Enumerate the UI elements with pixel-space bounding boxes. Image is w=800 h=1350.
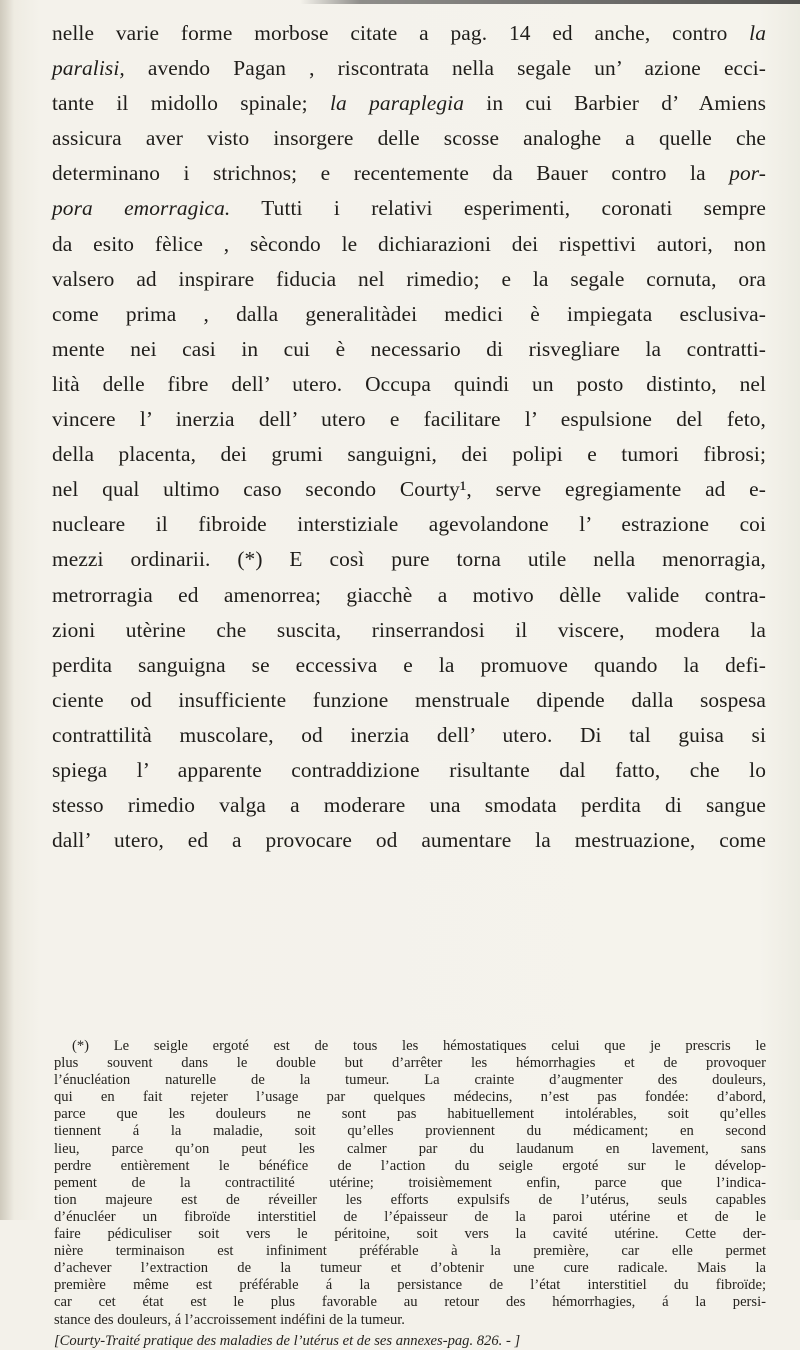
text-line: contrattilità muscolare, od inerzia dell’ utero. Di tal guisa si: [52, 722, 766, 747]
text-line: nucleare il fibroide interstiziale agevolandone l’ estrazione coi: [52, 512, 766, 537]
text-line: nel qual ultimo caso secondo Courty¹, serve egregiamente ad e-: [52, 477, 766, 502]
text-line: da esito fèlice , sècondo le dichiarazioni dei rispettivi autori, non: [52, 231, 766, 256]
footnote-line: parce que les douleurs ne sont pas habituellement intolérables, soit qu’elles: [54, 1106, 766, 1123]
footnote-line: stance des douleurs, á l’accroissement indéfini de la tumeur.: [54, 1311, 405, 1328]
text-line: metrorragia ed amenorrea; giacchè a motivo dèlle valide contra-: [52, 582, 766, 607]
footnote-line: l’énucléation naturelle de la tumeur. La crainte d’augmenter des douleurs,: [54, 1072, 766, 1089]
footnote-block: [54, 1038, 766, 1350]
footnote-line: tion majeure est de réveiller les efforts expulsifs de l’utérus, seuls capables: [54, 1191, 766, 1208]
text-line: mezzi ordinarii. (*) E così pure torna utile nella menorragia,: [52, 547, 766, 572]
text-line: assicura aver visto insorgere delle scosse analoghe a quelle che: [52, 126, 766, 151]
text-line: tante il midollo spinale; la paraplegia in cui Barbier d’ Amiens: [52, 91, 767, 116]
text-line: vincere l’ inerzia dell’ utero e facilitare l’ espulsione del feto,: [52, 407, 766, 432]
text-line: mente nei casi in cui è necessario di risvegliare la contratti-: [52, 336, 766, 361]
footnote-line: d’achever l’extraction de la tumeur et d’obtenir une cure radicale. Mais la: [54, 1260, 766, 1277]
footnote-source-citation: [Courty-Traité pratique des maladies de l’utérus et de ses annexes-pag. 826. - ]: [54, 1332, 521, 1349]
footnote-line: car cet état est le plus favorable au retour des hémorrhagies, á la persi-: [54, 1294, 766, 1311]
text-line: ciente od insufficiente funzione menstruale dipende dalla sospesa: [52, 687, 766, 712]
text-line: come prima , dalla generalitàdei medici è impiegata esclusiva-: [52, 301, 766, 326]
text-line: spiega l’ apparente contraddizione risultante dal fatto, che lo: [52, 757, 766, 782]
footnote-line: qui en fait rejeter l’usage par quelques médecins, n’est pas fondée: d’abord,: [54, 1089, 766, 1106]
text-line: stesso rimedio valga a moderare una smodata perdita di sangue: [52, 793, 766, 818]
text-line: pora emorragica. Tutti i relativi esperimenti, coronati sempre: [52, 196, 767, 221]
text-line: della placenta, dei grumi sanguigni, dei polipi e tumori fibrosi;: [52, 442, 766, 467]
text-line: perdita sanguigna se eccessiva e la promuove quando la defi-: [52, 652, 766, 677]
footnote-line: (*) Le seigle ergoté est de tous les hémostatiques celui que je prescris le: [72, 1038, 766, 1054]
binding-shadow: [0, 0, 14, 1220]
footnote-line: tiennent á la maladie, soit qu’elles proviennent du médicament; en second: [54, 1123, 766, 1140]
text-line: determinano i strichnos; e recentemente da Bauer contro la por-: [52, 161, 766, 186]
text-line: zioni utèrine che suscita, rinserrandosi il viscere, modera la: [52, 617, 766, 642]
footnote-line: nière terminaison est infiniment préférable à la première, car elle permet: [54, 1243, 766, 1260]
top-edge-rule: [300, 0, 800, 4]
footnote-line: première même est préférable á la persistance de l’état interstitiel du fibroïde;: [54, 1277, 766, 1294]
main-text-block: [52, 16, 766, 858]
footnote-line: faire pédiculiser soit vers le péritoine, soit vers la cavité utérine. Cette der-: [54, 1226, 766, 1243]
footnote-line: d’énucléer un fibroïde interstitiel de l’épaisseur de la paroi utérine et de le: [54, 1208, 766, 1225]
footnote-line: pement de la contractilité utérine; troisièmement enfin, parce que l’indica-: [54, 1174, 766, 1191]
text-line: nelle varie forme morbose citate a pag. 14 ed anche, contro la: [52, 21, 766, 45]
text-line: dall’ utero, ed a provocare od aumentare la mestruazione, come: [52, 828, 766, 853]
text-line: valsero ad inspirare fiducia nel rimedio; e la segale cornuta, ora: [52, 266, 766, 291]
footnote-line: plus souvent dans le double but d’arrêter les hémorrhagies et de provoquer: [54, 1055, 766, 1072]
footnote-line: lieu, parce qu’on peut les calmer par du laudanum en lavement, sans: [54, 1140, 766, 1157]
text-line: paralisi, avendo Pagan , riscontrata nella segale un’ azione ecci-: [52, 56, 766, 81]
text-line: lità delle fibre dell’ utero. Occupa quindi un posto distinto, nel: [52, 371, 766, 396]
footnote-line: perdre entièrement le bénéfice de l’action du seigle ergoté sur le dévelop-: [54, 1157, 766, 1174]
